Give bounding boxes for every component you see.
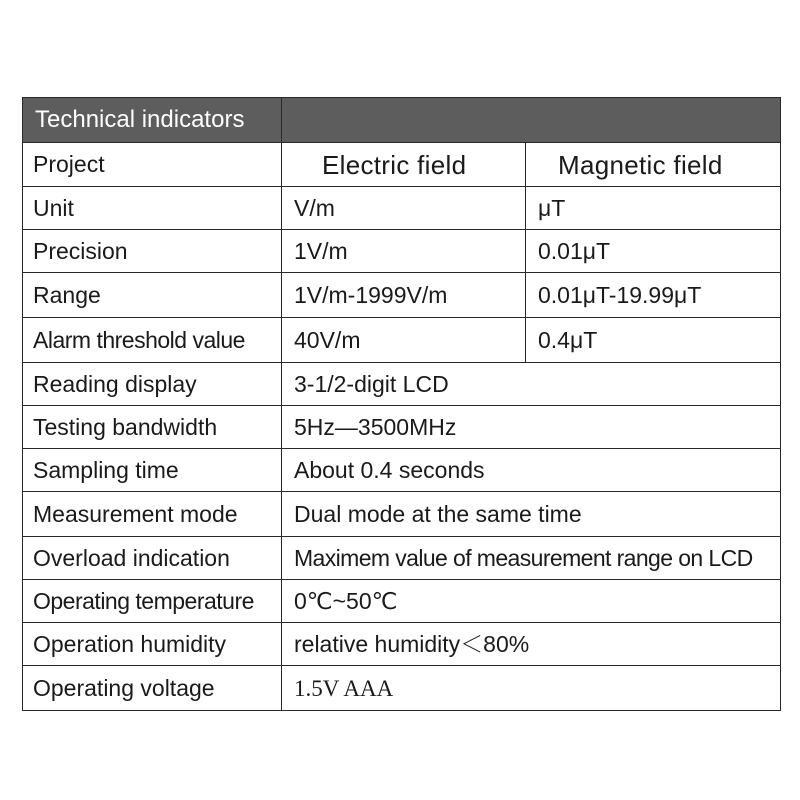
table-title-filler: [282, 98, 781, 143]
row-label: Unit: [23, 187, 282, 230]
row-label: Range: [23, 273, 282, 318]
row-label: Sampling time: [23, 449, 282, 492]
technical-indicators-table: [22, 97, 781, 711]
row-label: Operation humidity: [23, 623, 282, 666]
column-header-row: [23, 143, 781, 187]
table-row: [23, 537, 781, 580]
electric-value: V/m: [282, 187, 526, 230]
electric-field-header: Electric field: [282, 143, 526, 187]
row-value: 5Hz—3500MHz: [282, 406, 781, 449]
table-row: [23, 273, 781, 318]
row-value: About 0.4 seconds: [282, 449, 781, 492]
table-row: [23, 406, 781, 449]
row-value: 3-1/2-digit LCD: [282, 363, 781, 406]
table-row: [23, 230, 781, 273]
row-label: Testing bandwidth: [23, 406, 282, 449]
electric-value: 1V/m-1999V/m: [282, 273, 526, 318]
row-label: Overload indication: [23, 537, 282, 580]
row-label: Precision: [23, 230, 282, 273]
table-row: [23, 318, 781, 363]
table-title-row: [23, 98, 781, 143]
table-row: [23, 580, 781, 623]
row-value: 1.5V AAA: [282, 666, 781, 711]
table-row: [23, 363, 781, 406]
magnetic-value: μT: [526, 187, 781, 230]
project-label: Project: [23, 143, 282, 187]
table-title: Technical indicators: [23, 98, 282, 143]
row-label: Measurement mode: [23, 492, 282, 537]
table-row: [23, 449, 781, 492]
magnetic-value: 0.4μT: [526, 318, 781, 363]
table-row: [23, 492, 781, 537]
row-label: Reading display: [23, 363, 282, 406]
row-value: relative humidity＜80%: [282, 623, 781, 666]
row-label: Alarm threshold value: [23, 318, 282, 363]
row-value: Maximem value of measurement range on LCD: [282, 537, 781, 580]
row-label: Operating temperature: [23, 580, 282, 623]
electric-value: 40V/m: [282, 318, 526, 363]
row-label: Operating voltage: [23, 666, 282, 711]
electric-value: 1V/m: [282, 230, 526, 273]
magnetic-field-header: Magnetic field: [526, 143, 781, 187]
table-row: [23, 666, 781, 711]
table-row: [23, 187, 781, 230]
row-value: Dual mode at the same time: [282, 492, 781, 537]
magnetic-value: 0.01μT: [526, 230, 781, 273]
magnetic-value: 0.01μT-19.99μT: [526, 273, 781, 318]
row-value: 0℃~50℃: [282, 580, 781, 623]
table-row: [23, 623, 781, 666]
